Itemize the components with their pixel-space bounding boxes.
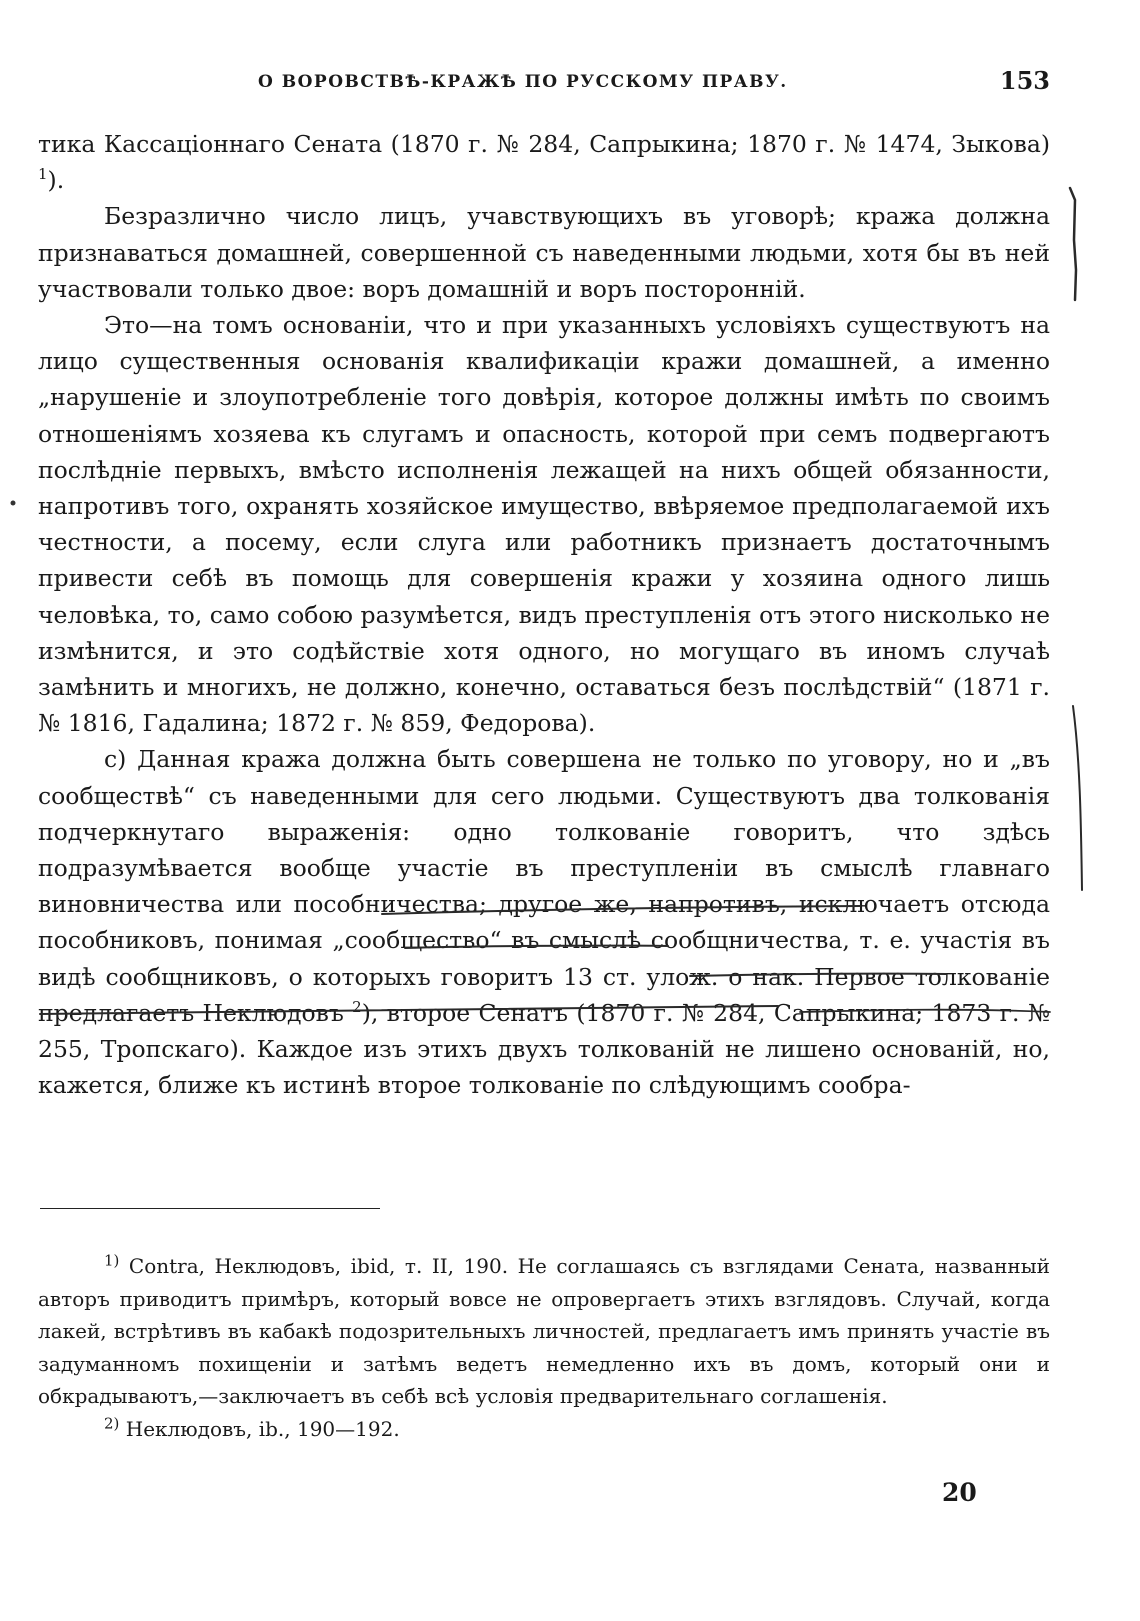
margin-mark-1 [1070, 188, 1076, 300]
margin-dot [11, 501, 16, 506]
paragraph-4 [38, 741, 1050, 1103]
running-head [38, 66, 1050, 102]
paragraph-1: тика Кассаціоннаго Сената (1870 г. № 284, Сапрыкина; 1870 г. № 1474, Зыкова) $^1$). [38, 130, 1050, 195]
margin-mark-2 [1073, 706, 1082, 890]
paragraph-1-tail: . [56, 166, 65, 195]
paragraph-3: Это—на томъ основаніи, что и при указанныхъ условіяхъ существуютъ на лицо существенныя основанія квалификаціи кражи домашней, а именно „нарушеніе и злоупотребленіе того довѣрія, которое должны имѣть по своимъ отношеніямъ хозяева къ слугамъ и опасность, которой при семъ подвергаютъ послѣдніе первыхъ, вмѣсто исполненія лежащей на нихъ общей обязанности, напротивъ того, охранять хозяйское имущество, ввѣряемое предполагаемой ихъ честности, а посему, если слуга или работникъ признаетъ достаточнымъ привести себѣ въ помощь для совершенія кражи у хозяина одного лишь человѣка, то, само собою разумѣется, видъ преступленія отъ этого нисколько не измѣнится, и это содѣйствіе хотя одного, но могущаго въ иномъ случаѣ замѣнить и многихъ, не должно, конечно, оставаться безъ послѣдствій“ (1871 г. № 1816, Гадалина; 1872 г. № 859, Федорова). [38, 311, 1050, 738]
footnote-1-marker: 1) [104, 1251, 120, 1270]
footnote-ref-2: 2 [352, 998, 362, 1017]
main-text [38, 126, 1050, 1103]
paragraph-1-text: тика Кассаціоннаго Сената (1870 г. № 284, Сапрыкина; 1870 г. № 1474, Зыкова) [38, 130, 1050, 158]
printer-signature-mark: 20 [942, 1478, 977, 1507]
footnote-ref-1: 1 [38, 165, 48, 184]
running-title: О ВОРОВСТВѢ-КРАЖѢ ПО РУССКОМУ ПРАВУ. [258, 72, 788, 92]
footnote-1-text: Contra, Неклюдовъ, ibid, т. II, 190. Не соглашаясь съ взглядами Сената, названный авторъ приводитъ примѣръ, который вовсе не опровергаетъ этихъ взглядовъ. Случай, когда лакей, встрѣтивъ въ кабакѣ подозрительныхъ личностей, предлагаетъ имъ принять участіе въ задуманномъ похищеніи и затѣмъ ведетъ немедленно ихъ въ домъ, который они и обкрадываютъ,—заключаетъ въ себѣ всѣ условія предварительнаго соглашенія. [38, 1254, 1050, 1408]
footnote-2-marker: 2) [104, 1413, 120, 1432]
page-number: 153 [999, 66, 1050, 95]
footnote-1 [38, 1250, 1050, 1413]
footnote-2-text: Неклюдовъ, ib., 190—192. [125, 1416, 400, 1441]
footnote-2 [38, 1413, 1050, 1446]
footnotes [38, 1250, 1050, 1445]
paragraph-2: Безразлично число лицъ, учавствующихъ въ уговорѣ; кража должна признаваться домашней, совершенной съ наведенными людьми, хотя бы въ ней участвовали только двое: воръ домашній и воръ посторонній. [38, 202, 1050, 303]
footnote-divider [40, 1208, 380, 1209]
paragraph-4-text: c) Данная кража должна быть совершена не только по уговору, но и „въ сообществѣ“ съ наведенными для сего людьми. Существуютъ два толкованія подчеркнутаго выраженія: одно толкованіе говоритъ, что здѣсь подразумѣвается вообще участіе въ преступленіи въ смыслѣ главнаго виновничества или пособничества; другое же, напротивъ, исключаетъ отсюда пособниковъ, понимая „сообщество“ въ смыслѣ сообщничества, т. е. участія въ видѣ сообщниковъ, о которыхъ говоритъ 13 ст. улож. о нак. Первое толкованіе предлагаетъ Неклюдовъ [38, 745, 1050, 1027]
paragraph-4-tail: ), второе Сенатъ (1870 г. № 284, Сапрыкина; 1873 г. № 255, Тропскаго). Каждое изъ этихъ двухъ толкованій не лишено основаній, но, кажется, ближе къ истинѣ второе толкованіе по слѣдующимъ сообра- [38, 998, 1050, 1100]
